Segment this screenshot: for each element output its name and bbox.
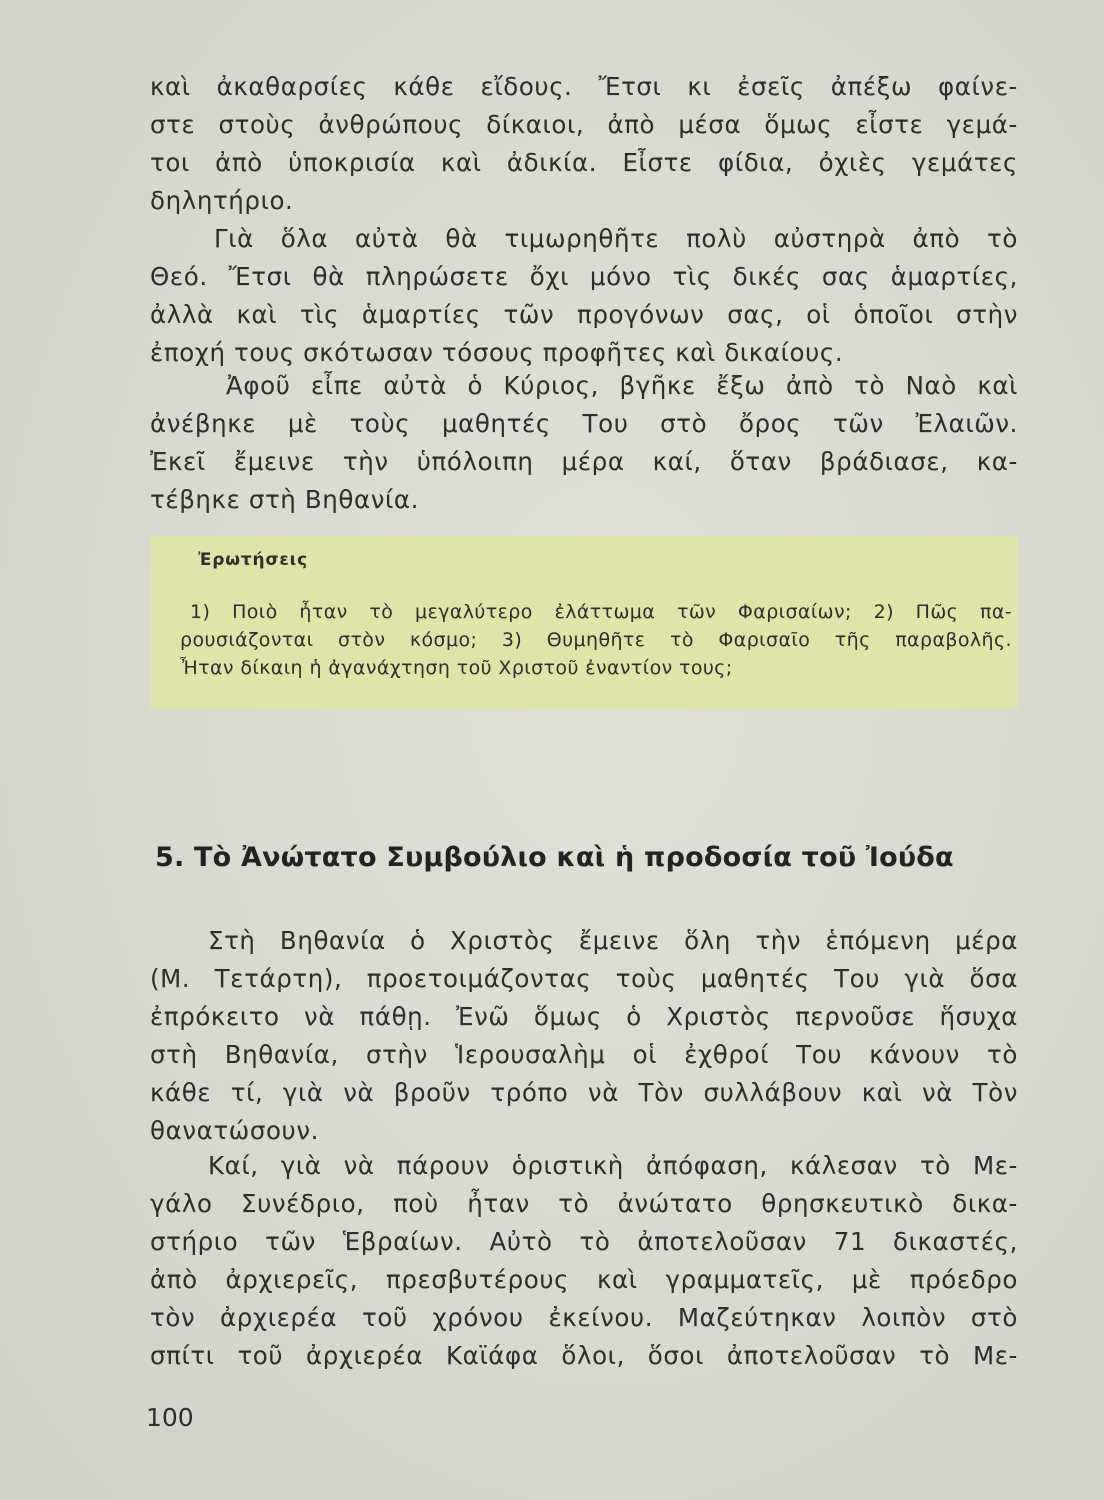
text-line: Θεό. Ἔτσι θὰ πληρώσετε ὄχι μόνο τὶς δικές σας ἁμαρτίες,	[150, 262, 1018, 291]
section-heading: 5. Τὸ Ἀνώτατο Συμβούλιο καὶ ἡ προδοσία τοῦ Ἰούδα	[155, 842, 954, 873]
question-line: 1) Ποιὸ ἦταν τὸ μεγαλύτερο ἐλάττωμα τῶν Φαρισαίων; 2) Πῶς πα-	[190, 601, 1012, 623]
text-line: στὴ Βηθανία, στὴν Ἱερουσαλὴμ οἱ ἐχθροί Του κάνουν τὸ	[150, 1040, 1018, 1069]
text-line: γάλο Συνέδριο, ποὺ ἦταν τὸ ἀνώτατο θρησκευτικὸ δικα-	[150, 1189, 1018, 1218]
questions-text	[180, 598, 1012, 682]
text-line: τὸν ἀρχιερέα τοῦ χρόνου ἐκείνου. Μαζεύτηκαν λοιπὸν στὸ	[150, 1303, 1018, 1332]
text-line: Στὴ Βηθανία ὁ Χριστὸς ἔμεινε ὅλη τὴν ἑπόμενη μέρα	[208, 926, 1018, 955]
questions-box	[150, 536, 1018, 709]
text-line: Γιὰ ὅλα αὐτὰ θὰ τιμωρηθῆτε πολὺ αὐστηρὰ ἀπὸ τὸ	[214, 224, 1018, 253]
text-line: σπίτι τοῦ ἀρχιερέα Καϊάφα ὅλοι, ὅσοι ἀποτελοῦσαν τὸ Με-	[150, 1341, 1018, 1370]
text-line: τέβηκε στὴ Βηθανία.	[150, 485, 420, 514]
text-line: θανατώσουν.	[150, 1116, 320, 1145]
text-line: Καί, γιὰ νὰ πάρουν ὁριστικὴ ἀπόφαση, κάλεσαν τὸ Με-	[208, 1151, 1018, 1180]
paragraph-3	[150, 367, 1018, 519]
text-line: στε στοὺς ἀνθρώπους δίκαιοι, ἀπὸ μέσα ὅμως εἶστε γεμά-	[150, 110, 1018, 139]
text-line: ἀπὸ ἀρχιερεῖς, πρεσβυτέρους καὶ γραμματεῖς, μὲ πρόεδρο	[150, 1265, 1018, 1294]
page-number: 100	[146, 1403, 194, 1432]
text-line: κάθε τί, γιὰ νὰ βροῦν τρόπο νὰ Τὸν συλλάβουν καὶ νὰ Τὸν	[150, 1078, 1018, 1107]
text-line: Ἀφοῦ εἶπε αὐτὰ ὁ Κύριος, βγῆκε ἔξω ἀπὸ τὸ Ναὸ καὶ	[226, 371, 1018, 400]
text-line: ἐπρόκειτο νὰ πάθῃ. Ἐνῶ ὅμως ὁ Χριστὸς περνοῦσε ἥσυχα	[150, 1002, 1018, 1031]
paragraph-2	[150, 220, 1018, 372]
text-line: ἀλλὰ καὶ τὶς ἁμαρτίες τῶν προγόνων σας, οἱ ὁποῖοι στὴν	[150, 300, 1018, 329]
text-line: καὶ ἀκαθαρσίες κάθε εἴδους. Ἔτσι κι ἐσεῖς ἀπέξω φαίνε-	[150, 72, 1018, 101]
paragraph-4	[150, 922, 1018, 1150]
question-line: ρουσιάζονται στὸν κόσμο; 3) Θυμηθῆτε τὸ Φαρισαῖο τῆς παραβολῆς.	[180, 629, 1012, 651]
text-line: στήριο τῶν Ἑβραίων. Αὐτὸ τὸ ἀποτελοῦσαν 71 δικαστές,	[150, 1227, 1018, 1256]
text-line: Ἐκεῖ ἔμεινε τὴν ὑπόλοιπη μέρα καί, ὅταν βράδιασε, κα-	[150, 447, 1018, 476]
question-line: Ἦταν δίκαιη ἡ ἀγανάχτηση τοῦ Χριστοῦ ἐναντίον τους;	[180, 657, 733, 679]
text-line: δηλητήριο.	[150, 186, 294, 215]
paragraph-1	[150, 68, 1018, 220]
questions-heading: Ἐρωτήσεις	[198, 550, 308, 570]
text-line: ἐποχή τους σκότωσαν τόσους προφῆτες καὶ δικαίους.	[150, 338, 844, 367]
text-line: ἀνέβηκε μὲ τοὺς μαθητές Του στὸ ὄρος τῶν Ἐλαιῶν.	[150, 409, 1018, 438]
paragraph-5	[150, 1147, 1018, 1375]
text-line: τοι ἀπὸ ὑποκρισία καὶ ἀδικία. Εἶστε φίδια, ὀχιὲς γεμάτες	[150, 148, 1018, 177]
text-line: (Μ. Τετάρτη), προετοιμάζοντας τοὺς μαθητές Του γιὰ ὅσα	[150, 964, 1018, 993]
